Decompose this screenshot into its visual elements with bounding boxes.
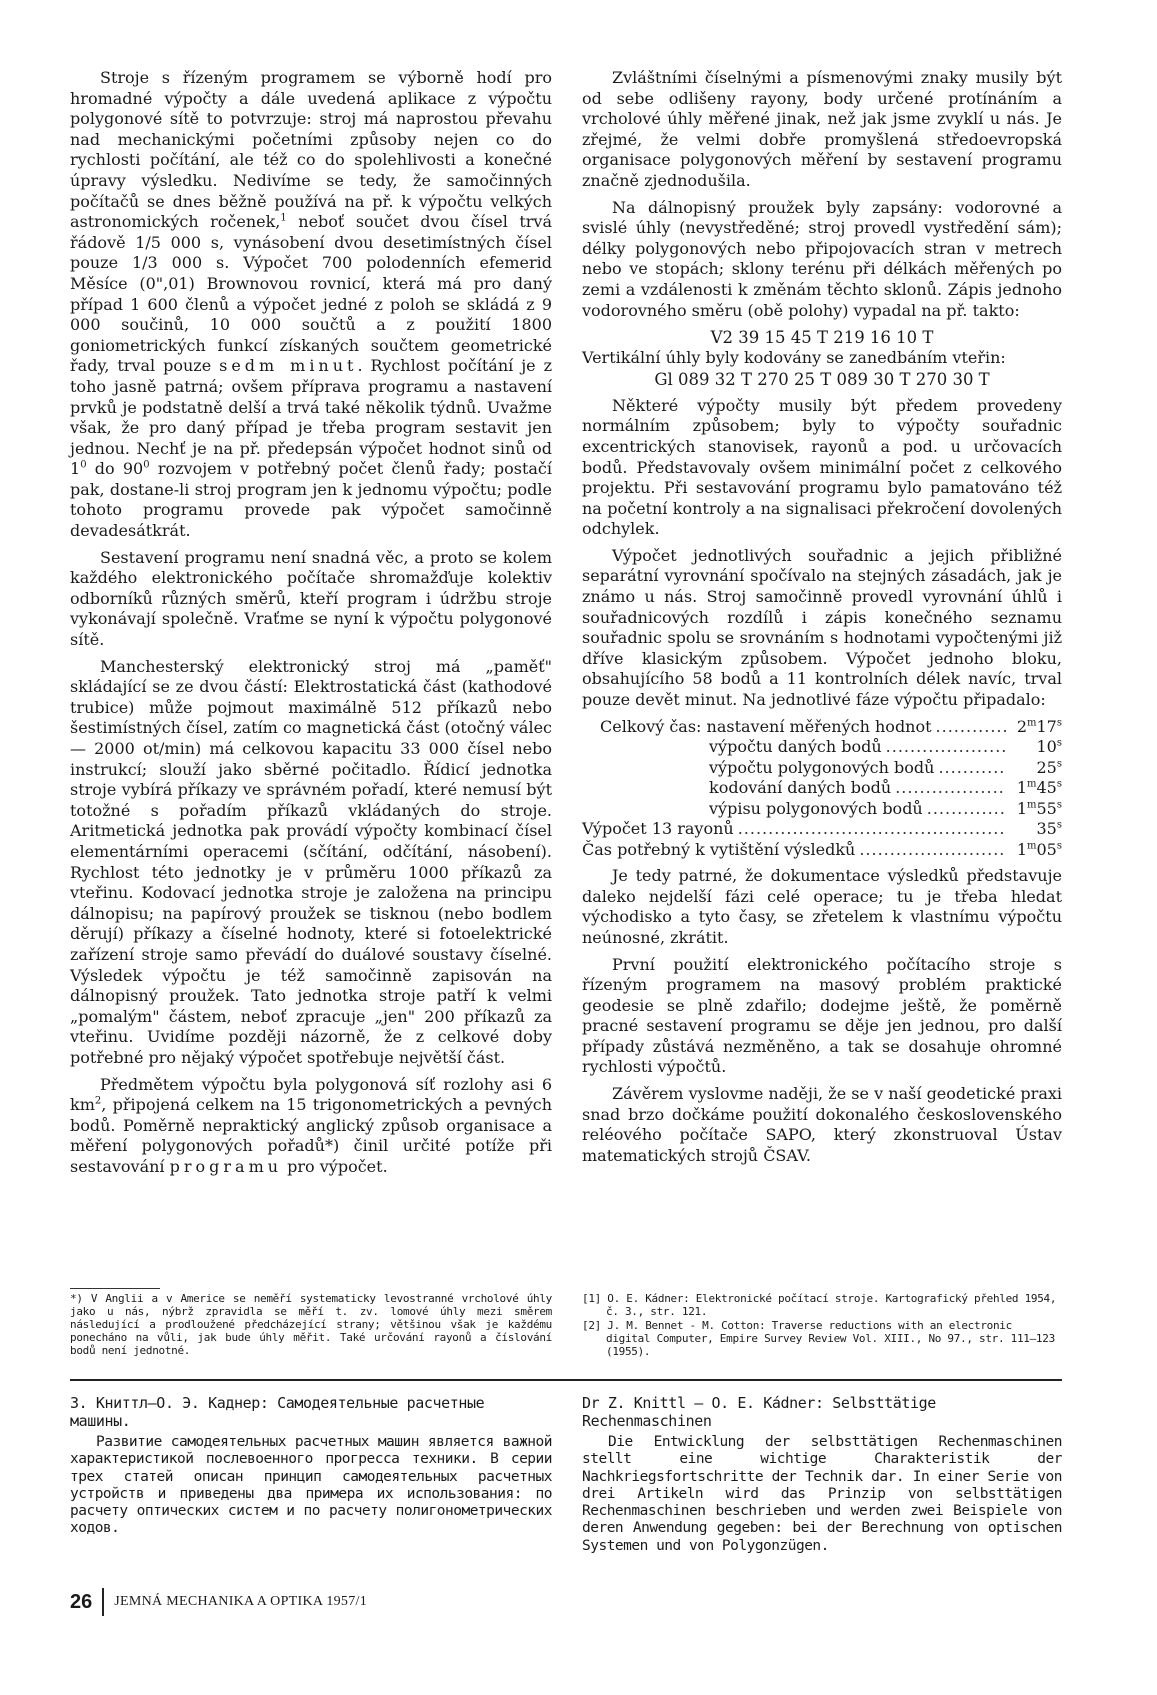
reference-item: [2] J. M. Bennet - M. Cotton: Traverse reductions with an electronic digital Computer, Empire Survey Review Vol. XIII., No 97., str. 111—123 (1955). xyxy=(582,1319,1055,1358)
code-example: V2 39 15 45 T 219 16 10 T xyxy=(710,328,934,348)
paragraph: Je tedy patrné, že dokumentace výsledků představuje daleko nejdelší fázi celé operace; tu je třeba hledat východisko a tyto časy, se zřetelem k vlastnímu výpočtu neúnosné, zkrátit. xyxy=(582,866,1062,947)
time-label: výpočtu polygonových bodů xyxy=(709,757,935,777)
time-row xyxy=(582,778,1062,799)
page-footer xyxy=(70,1588,367,1616)
time-row xyxy=(582,840,1062,861)
footer-separator xyxy=(102,1588,104,1616)
dot-leader xyxy=(938,758,1006,779)
footnote: *) V Anglii a v Americe se neměří systematicky levostranné vrcholové úhly jako u nás, nýbrž zpravidla se měří t. zv. lomové úhly mezi směrem následující a prodloužené předcházející strany; většinou však je každému ponecháno na vůli, jak bude úhly měřit. Také určování rayonů a číslování bodů není jednotné. xyxy=(70,1292,552,1357)
time-label: Výpočet 13 rayonů xyxy=(582,819,734,839)
paragraph: Manchesterský elektronický stroj má „paměť" skládající se ze dvou částí: Elektrostatická část (kathodové trubice) může pojmout maximálně 512 příkazů nebo šestimístných čísel, zatím co magnetická část (otočný válec — 2000 ot/min) má celkovou kapacitu 33 000 čísel nebo instrukcí; slouží jako sběrné počitadlo. Řídicí jednotka stroje vybírá příkazy ve správném pořadí, které nemusí být totožné s pořadím příkazů vkládaných do stroje. Aritmetická jednotka pak provádí výpočty kombinací čísel elementárními operacemi (sčítání, odčítání, násobení). Rychlost této jednotky je v průměru 1000 příkazů za vteřinu. Kodovací jednotka stroje je založena na principu dálnopisu; na papírový proužek se tisknou (nebo bodlem děrují) příkazy a číselné hodnoty, které si fotoelektrické zařízení stroje samo převádí do duálové soustavy číselné. Výsledek výpočtu je též samočinně zapisován na dálnopisný proužek. Tato jednotka stroje patří k velmi „pomalým" částem, neboť zpracuje „jen" 200 příkazů za vteřinu. Uvidíme později názorně, že z celkové doby potřebné pro nějaký výpočet spotřebuje největší část. xyxy=(70,656,552,1067)
emphasis-text: sedm minut xyxy=(219,356,358,376)
time-value: 1$^m$05$^s$ xyxy=(1016,839,1062,859)
time-table xyxy=(582,717,1062,861)
time-row xyxy=(582,717,1062,738)
dot-leader xyxy=(738,819,1006,840)
footnote-rule xyxy=(70,1288,160,1289)
paragraph: Předmětem výpočtu byla polygonová síť rozlohy asi 6 $km^2$, připojená celkem na 15 trigonometrických a pevných bodů. Poměrně nepraktický anglický způsob organisace a měření polygonových pořadů*) činil určité potíže při sestavování programu pro výpočet. xyxy=(70,1074,552,1176)
time-value: 1$^m$55$^s$ xyxy=(1016,798,1062,818)
code-caption: Vertikální úhly byly kodovány se zanedbáním vteřin: xyxy=(582,348,1006,368)
time-value: 10$^s$ xyxy=(1036,737,1062,757)
reference-item: [1] O. E. Kádner: Elektronické počítací stroje. Kartografický přehled 1954, č. 3., str. 121. xyxy=(582,1292,1057,1318)
code-example: Gl 089 32 T 270 25 T 089 30 T 270 30 T xyxy=(654,369,990,389)
abstract-title: З. Книттл—О. Э. Каднер: Самодеятельные расчетные машины. xyxy=(70,1394,485,1430)
paragraph: Na dálnopisný proužek byly zapsány: vodorovné a svislé úhly (nevystředěné; stroj provedl vystředění sám); délky polygonových nebo připojovacích stran v metrech nebo ve stopách; sklony terénu při délkách měřených po zemi a vzdálenosti k změnám těchto sklonů. Zápis jednoho vodorovného směru (obě polohy) vypadal na př. takto: xyxy=(582,197,1062,320)
page-number: 26 xyxy=(70,1590,93,1613)
paragraph: Sestavení programu není snadná věc, a proto se kolem každého elektronického počítače shromažďuje kolektiv odborníků různých směrů, kteří program i údržbu stroje vykonávají společně. Vraťme se nyní k výpočtu polygonové sítě. xyxy=(70,547,552,650)
time-label: výpisu polygonových bodů xyxy=(709,798,923,818)
emphasis-text: programu xyxy=(169,1156,283,1176)
time-row xyxy=(582,819,1062,840)
time-label: kodování daných bodů xyxy=(709,778,892,798)
time-value: 25$^s$ xyxy=(1036,757,1062,777)
references xyxy=(582,1292,1062,1359)
section-divider xyxy=(70,1379,1062,1381)
abstract-title: Dr Z. Knittl — O. E. Kádner: Selbsttätige Rechenmaschinen xyxy=(582,1394,936,1430)
time-label: Čas potřebný k vytištění výsledků xyxy=(582,839,856,859)
dot-leader xyxy=(936,717,1006,738)
time-label: výpočtu daných bodů xyxy=(709,737,882,757)
time-row xyxy=(582,799,1062,820)
time-value: 35$^s$ xyxy=(1036,819,1062,839)
left-column xyxy=(70,68,552,1183)
abstract-text: Die Entwicklung der selbsttätigen Rechenmaschinen stellt eine wichtige Charakteristik der Nachkriegsfortschritte der Technik dar. In einer Serie von drei Artikeln wird das Prinzip von selbsttätigen Rechenmaschinen beschrieben und werden zwei Beispiele von deren Anwendung gegeben: bei der Berechnung von optischen Systemen und von Polygonzügen. xyxy=(582,1434,1062,1554)
paragraph: Stroje s řízeným programem se výborně hodí pro hromadné výpočty a dále uvedená aplikace z výpočtu polygonové sítě to potvrzuje: stroj má naprostou převahu nad mechanickými početními způsoby nejen co do rychlosti počítání, ale též co do spolehlivosti a konečné úpravy výsledku. Nedivíme se tedy, že samočinných počítačů se dnes běžně používá na př. k výpočtu velkých astronomických ročenek,$^1$ neboť součet dvou čísel trvá řádově 1/5 000 s, vynásobení dvou desetimístných čísel pouze 1/3 000 s. Výpočet 700 polodenních efemerid Měsíce (0",01) Brownovou rovnicí, která má pro daný případ 1 600 členů a výpočet jedné z poloh se skládá z 9 000 součinů, 10 000 součtů a z použití 1800 goniometrických funkcí získaných součtem geometrické řady, trval pouze sedm minut. Rychlost počítání je z toho jasně patrná; ovšem příprava programu a nastavení prvků je podstatně delší a trvá také několik týdnů. Uvažme však, že pro daný případ je třeba program sestavit jen jednou. Nechť je na př. předepsán výpočet hodnot sinů od $1^0$ do $90^0$ rozvojem v potřebný počet členů řady; postačí pak, dostane-li stroj program jen k jednomu výpočtu; podle tohoto programu provede pak výpočet samočinně devadesátkrát. xyxy=(70,68,553,541)
dot-leader xyxy=(859,840,1006,861)
time-row xyxy=(582,737,1062,758)
abstract-text: Развитие самодеятельных расчетных машин является важной характеристикой послевоенного прогресса техники. В серии трех статей описан принцип самодеятельных расчетных устройств и приведены два примера их использования: по расчету оптических систем и по расчету полигонометрических ходов. xyxy=(70,1434,552,1537)
dot-leader xyxy=(895,778,1006,799)
dot-leader xyxy=(886,737,1006,758)
journal-name: JEMNÁ MECHANIKA A OPTIKA 1957/1 xyxy=(114,1594,368,1609)
paragraph: První použití elektronického počítacího stroje s řízeným programem na masový problém praktické geodesie se plně zdařilo; dodejme ještě, že poměrně pracné sestavení programu se děje jen jednou, pro další případy zůstává nezměněno, a tak se dosahuje ohromné rychlosti výpočtů. xyxy=(582,954,1062,1077)
abstract-russian xyxy=(70,1394,552,1538)
paragraph: Závěrem vyslovme naději, že se v naší geodetické praxi snad brzo dočkáme použití dokonalého československého reléového počítače SAPO, který zkonstruoval Ústav matematických strojů ČSAV. xyxy=(582,1084,1062,1165)
paragraph: Výpočet jednotlivých souřadnic a jejich přibližné separátní vyrovnání spočívalo na stejných zásadách, jak je známo u nás. Stroj samočinně provedl vyrovnání úhlů i souřadnicových rozdílů i zápis konečného seznamu souřadnic spolu se srovnáním s hodnotami vypočtenými již dříve klasickým způsobem. Výpočet jednoho bloku, obsahujícího 58 bodů a 11 kontrolních délek navíc, trval pouze devět minut. Na jednotlivé fáze výpočtu připadalo: xyxy=(582,545,1062,710)
time-row xyxy=(582,758,1062,779)
abstract-german xyxy=(582,1394,1062,1555)
time-label: Celkový čas: nastavení měřených hodnot xyxy=(600,716,932,736)
reference-mark: 1 xyxy=(280,212,287,224)
paragraph: Některé výpočty musily být předem provedeny normálním způsobem; byly to výpočty souřadnic excentrických stanovisek, rayonů a pod. u určovacích bodů. Představovaly ovšem minimální počet z celkového projektu. Při sestavování programu bylo pamatováno též na početní kontroly a na signalisaci překročení dovolených odchylek. xyxy=(582,395,1062,539)
right-column xyxy=(582,68,1062,1172)
dot-leader xyxy=(927,799,1006,820)
paragraph: Zvláštními číselnými a písmenovými znaky musily být od sebe odlišeny rayony, body určené protínáním a vrcholové úhly měřené jinak, než jak jsme zvyklí u nás. Je zřejmé, že velmi dobře promyšlená středoevropská organisace polygonových měření by sestavení programu značně zjednodušila. xyxy=(582,68,1062,190)
time-value: 1$^m$45$^s$ xyxy=(1016,778,1062,798)
time-value: 2$^m$17$^s$ xyxy=(1016,716,1062,736)
